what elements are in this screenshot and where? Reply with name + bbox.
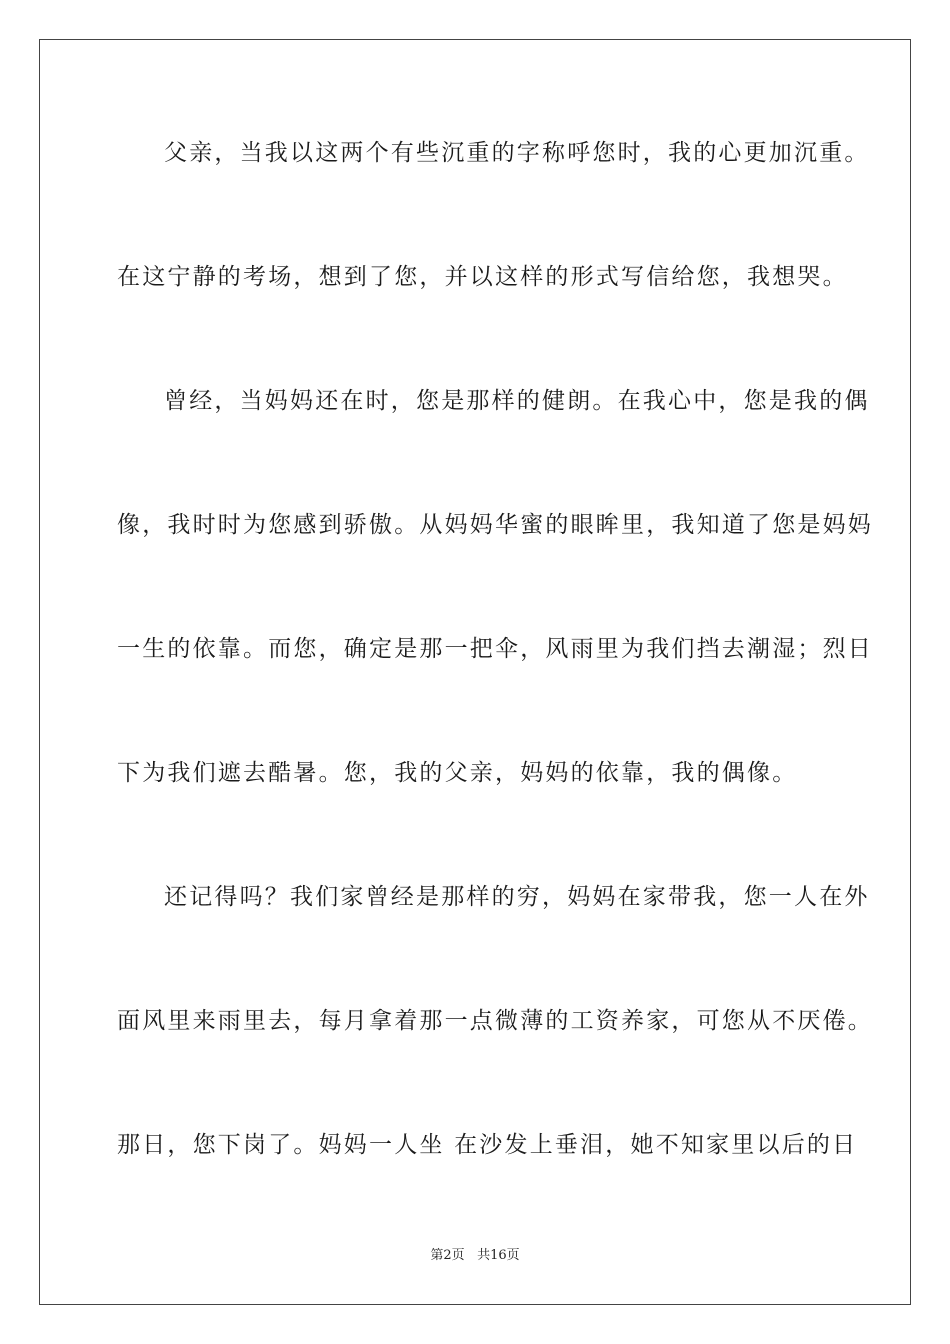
paragraph-2-line-4: 下为我们遮去酷暑。您，我的父亲，妈妈的依靠，我的偶像。 <box>117 760 798 786</box>
paragraph-3-line-1: 还记得吗？我们家曾经是那样的穷，妈妈在家带我，您一人在外 <box>164 884 870 910</box>
paragraph-1-line-1: 父亲，当我以这两个有些沉重的字称呼您时，我的心更加沉重。 <box>164 140 870 166</box>
total-pages: 共16页 <box>477 1248 520 1263</box>
paragraph-3-line-2: 面风里来雨里去，每月拿着那一点微薄的工资养家，可您从不厌倦。 <box>117 1008 873 1034</box>
paragraph-1-line-2: 在这宁静的考场，想到了您，并以这样的形式写信给您，我想哭。 <box>117 264 848 290</box>
paragraph-2-line-3: 一生的依靠。而您，确定是那一把伞，风雨里为我们挡去潮湿；烈日 <box>117 636 873 662</box>
paragraph-2-line-2: 像，我时时为您感到骄傲。从妈妈华蜜的眼眸里，我知道了您是妈妈 <box>117 512 873 538</box>
page-frame <box>39 39 911 1305</box>
paragraph-3-line-3: 那日，您下岗了。妈妈一人坐 在沙发上垂泪，她不知家里以后的日 <box>117 1132 858 1158</box>
page-number: 第2页 <box>430 1248 465 1263</box>
paragraph-2-line-1: 曾经，当妈妈还在时，您是那样的健朗。在我心中，您是我的偶 <box>164 388 870 414</box>
page-footer <box>0 1247 950 1265</box>
